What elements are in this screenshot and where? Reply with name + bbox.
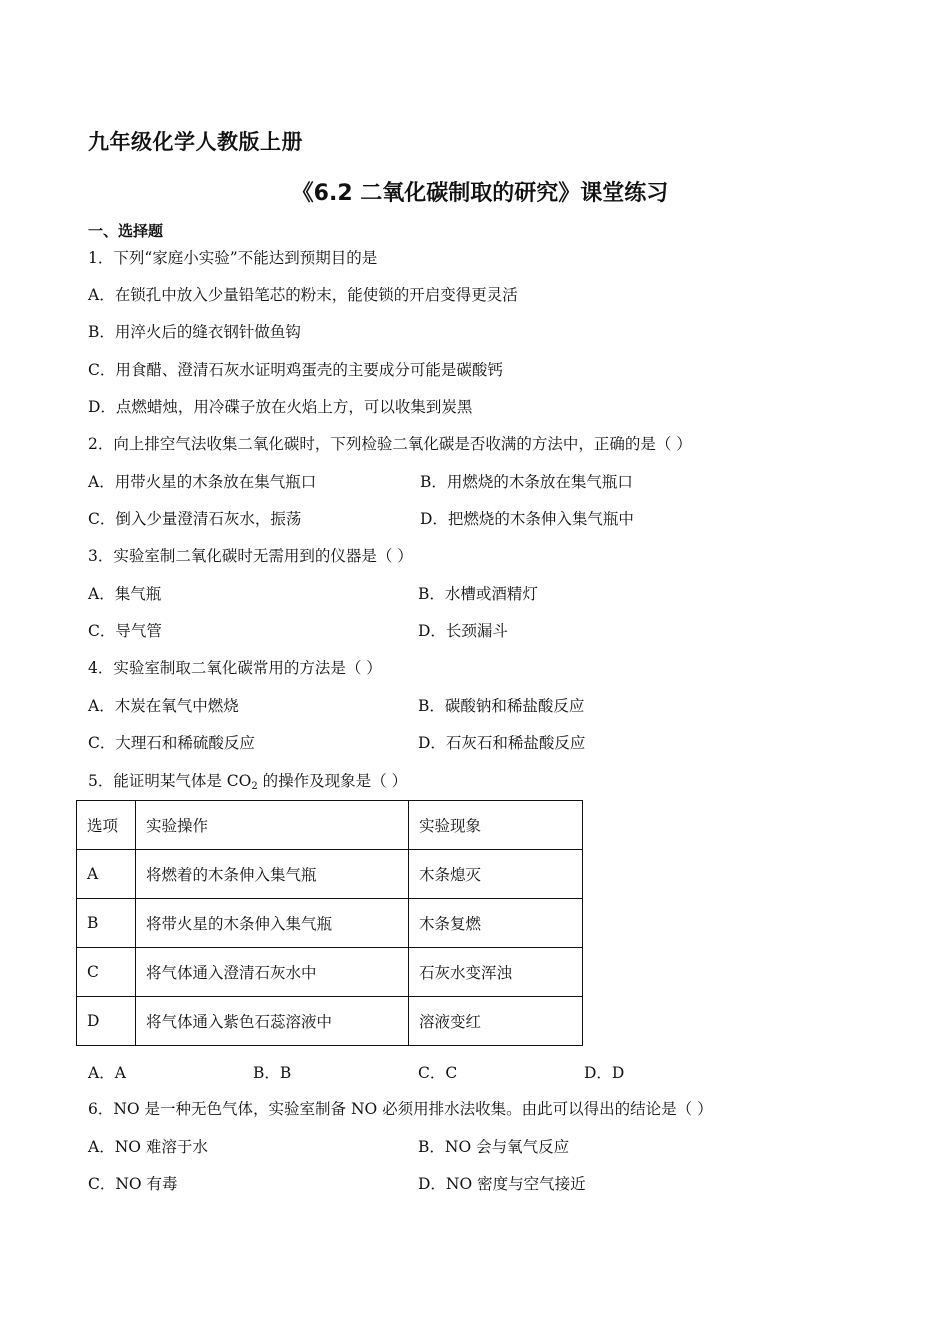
question-5-option-a: A．A	[88, 1064, 126, 1082]
table-cell: 木条熄灭	[409, 850, 583, 899]
question-1-option-a: A．在锁孔中放入少量铅笔芯的粉末，能使锁的开启变得更灵活	[88, 286, 518, 304]
table-cell: 将带火星的木条伸入集气瓶	[136, 899, 409, 948]
question-3-option-a: A．集气瓶	[88, 585, 162, 603]
document-title: 九年级化学人教版上册	[88, 130, 303, 154]
question-6-option-d: D．NO 密度与空气接近	[418, 1175, 586, 1193]
question-2-stem: 2．向上排空气法收集二氧化碳时，下列检验二氧化碳是否收满的方法中，正确的是（ ）	[88, 435, 692, 453]
question-4-option-c: C．大理石和稀硫酸反应	[88, 734, 255, 752]
table-row	[77, 948, 583, 997]
question-3-stem: 3．实验室制二氧化碳时无需用到的仪器是（ ）	[88, 547, 413, 565]
question-2-option-b: B．用燃烧的木条放在集气瓶口	[420, 473, 633, 491]
table-cell: 将气体通入紫色石蕊溶液中	[136, 997, 409, 1046]
table-cell: 木条复燃	[409, 899, 583, 948]
table-cell: 将气体通入澄清石灰水中	[136, 948, 409, 997]
table-header-cell: 选项	[77, 801, 136, 850]
table-row	[77, 997, 583, 1046]
question-3-option-c: C．导气管	[88, 622, 162, 640]
question-6-option-c: C．NO 有毒	[88, 1175, 178, 1193]
table-row	[77, 899, 583, 948]
question-5-stem: 5．能证明某气体是 $CO_2$ 的操作及现象是（ ）	[88, 772, 408, 792]
question-4-option-a: A．木炭在氧气中燃烧	[88, 697, 239, 715]
question-1-stem: 1．下列“家庭小实验”不能达到预期目的是	[88, 249, 378, 267]
question-3-option-b: B．水槽或酒精灯	[418, 585, 538, 603]
table-cell: 溶液变红	[409, 997, 583, 1046]
question-4-stem: 4．实验室制取二氧化碳常用的方法是（ ）	[88, 659, 382, 677]
table-header-row	[77, 801, 583, 850]
question-4-option-d: D．石灰石和稀盐酸反应	[418, 734, 586, 752]
question-3-option-d: D．长颈漏斗	[418, 622, 508, 640]
question-1-option-b: B．用淬火后的缝衣钢针做鱼钩	[88, 323, 301, 341]
question-5-option-d: D．D	[584, 1064, 625, 1082]
question-6-stem: 6．NO 是一种无色气体，实验室制备 NO 必须用排水法收集。由此可以得出的结论是（ ）	[88, 1100, 713, 1118]
question-2-option-d: D．把燃烧的木条伸入集气瓶中	[420, 510, 634, 528]
table-cell: D	[77, 997, 136, 1046]
table-header-cell: 实验现象	[409, 801, 583, 850]
table-cell: A	[77, 850, 136, 899]
question-4-option-b: B．碳酸钠和稀盐酸反应	[418, 697, 585, 715]
table-cell: 石灰水变浑浊	[409, 948, 583, 997]
table-cell: B	[77, 899, 136, 948]
table-row	[77, 850, 583, 899]
question-6-option-b: B．NO 会与氧气反应	[418, 1138, 570, 1156]
table-cell: C	[77, 948, 136, 997]
question-6-option-a: A．NO 难溶于水	[88, 1138, 208, 1156]
table-header-cell: 实验操作	[136, 801, 409, 850]
question-2-option-c: C．倒入少量澄清石灰水，振荡	[88, 510, 302, 528]
document-subtitle: 《6.2 二氧化碳制取的研究》课堂练习	[291, 181, 669, 206]
question-5-table	[76, 800, 583, 1046]
question-5-option-c: C．C	[418, 1064, 458, 1082]
question-2-option-a: A．用带火星的木条放在集气瓶口	[88, 473, 317, 491]
question-5-option-b: B．B	[253, 1064, 292, 1082]
table-cell: 将燃着的木条伸入集气瓶	[136, 850, 409, 899]
question-1-option-c: C．用食醋、澄清石灰水证明鸡蛋壳的主要成分可能是碳酸钙	[88, 361, 503, 379]
section-heading: 一、选择题	[88, 222, 164, 240]
question-1-option-d: D．点燃蜡烛，用冷碟子放在火焰上方，可以收集到炭黑	[88, 398, 473, 416]
